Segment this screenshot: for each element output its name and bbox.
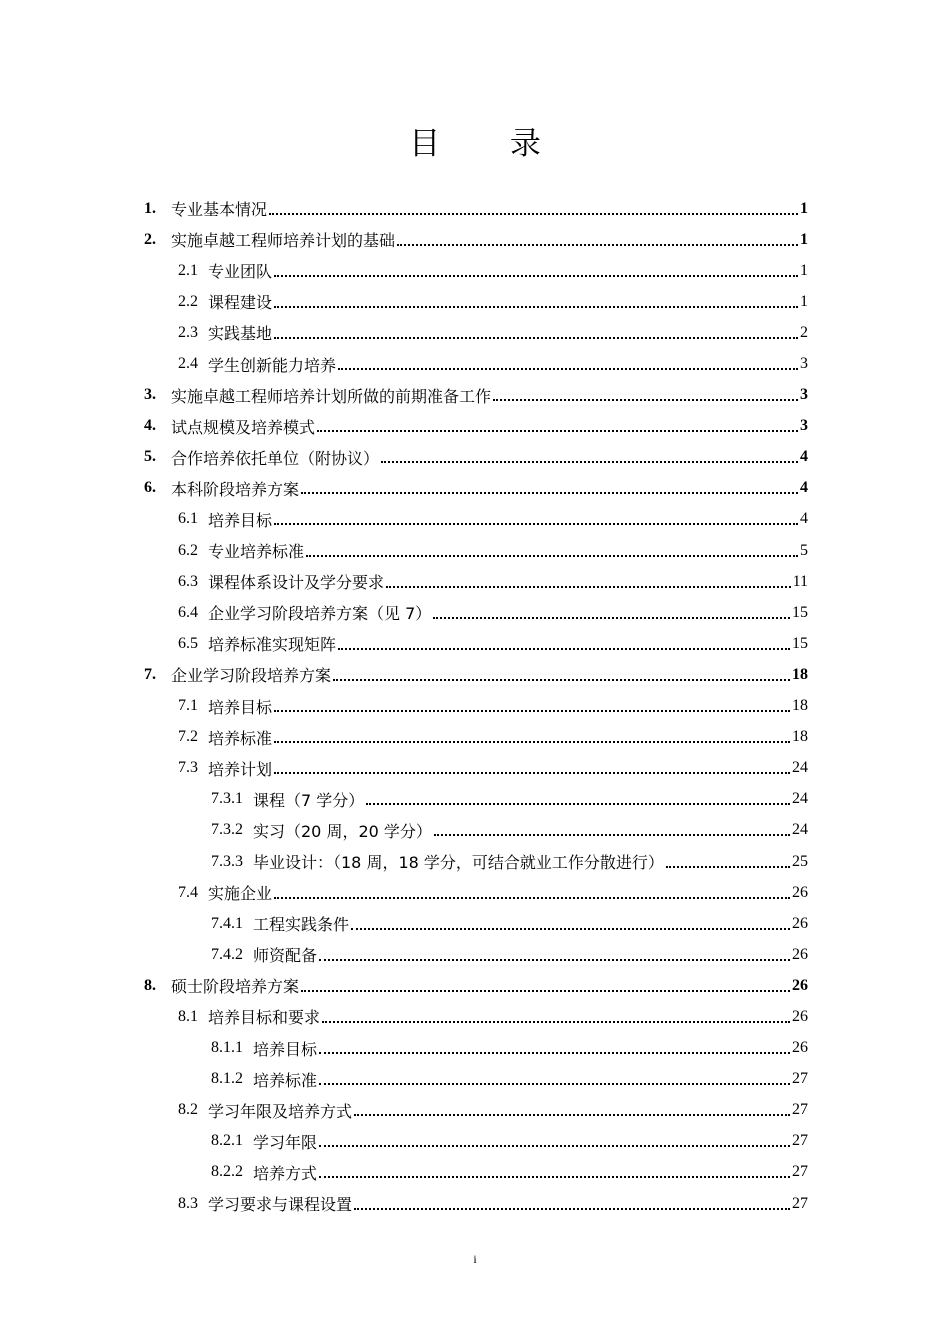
toc-entry-title: 培养目标 — [208, 510, 273, 530]
toc-dot-leader — [354, 1114, 790, 1116]
toc-dot-leader — [319, 1083, 790, 1085]
toc-entry-number: 8.2.2 — [211, 1163, 243, 1181]
toc-entry-number: 8.2.1 — [211, 1132, 243, 1150]
toc-entry-number: 2.2 — [178, 292, 198, 310]
toc-entry-title: 培养目标和要求 — [208, 1008, 321, 1028]
toc-dot-leader — [333, 679, 790, 681]
toc-entry-number: 8.1 — [178, 1007, 198, 1025]
toc-entry-page: 24 — [792, 759, 808, 777]
toc-entry-page: 4 — [800, 448, 808, 466]
toc-entry[interactable] — [144, 939, 808, 970]
toc-entry-page: 5 — [800, 541, 808, 559]
toc-entry-title: 专业团队 — [208, 262, 273, 282]
toc-dot-leader — [354, 1208, 790, 1210]
toc-entry[interactable] — [144, 722, 808, 753]
toc-entry[interactable] — [144, 473, 808, 504]
toc-entry-number: 7.4 — [178, 883, 198, 901]
toc-entry-title: 师资配备 — [253, 946, 318, 966]
toc-entry-title: 培养计划 — [208, 759, 273, 779]
toc-entry-number: 8.3 — [178, 1194, 198, 1212]
toc-entry-page: 3 — [800, 386, 808, 404]
toc-entry-page: 27 — [792, 1194, 808, 1212]
toc-entry-number: 6.5 — [178, 634, 198, 652]
toc-entry-page: 4 — [800, 479, 808, 497]
toc-dot-leader — [274, 897, 790, 899]
toc-entry[interactable] — [144, 286, 808, 317]
toc-entry[interactable] — [144, 1095, 808, 1126]
toc-entry-page: 26 — [792, 1007, 808, 1025]
toc-dot-leader — [434, 834, 790, 836]
toc-entry-title: 合作培养依托单位（附协议） — [171, 448, 380, 468]
toc-entry-number: 6. — [144, 479, 156, 497]
toc-entry-title: 培养标准 — [208, 728, 273, 748]
toc-entry-title: 培养标准实现矩阵 — [208, 635, 337, 655]
toc-entry-title: 课程建设 — [208, 293, 273, 313]
toc-entry-page: 18 — [792, 697, 808, 715]
toc-entry[interactable] — [144, 1001, 808, 1032]
toc-entry-page: 1 — [800, 199, 808, 217]
toc-entry[interactable] — [144, 1157, 808, 1188]
toc-entry[interactable] — [144, 504, 808, 535]
toc-entry[interactable] — [144, 970, 808, 1001]
toc-dot-leader — [274, 337, 798, 339]
toc-entry-number: 8.1.2 — [211, 1070, 243, 1088]
page-number: i — [473, 1252, 477, 1266]
toc-dot-leader — [319, 1052, 790, 1054]
toc-entry-page: 2 — [800, 323, 808, 341]
toc-entry-title: 学习年限及培养方式 — [208, 1101, 353, 1121]
toc-entry[interactable] — [144, 628, 808, 659]
toc-entry-title: 学生创新能力培养 — [208, 355, 337, 375]
toc-dot-leader — [274, 275, 798, 277]
toc-dot-leader — [397, 244, 798, 246]
toc-entry[interactable] — [144, 659, 808, 690]
toc-entry-number: 7. — [144, 665, 156, 683]
toc-entry-number: 5. — [144, 448, 156, 466]
toc-entry[interactable] — [144, 1188, 808, 1219]
toc-entry-title: 实施卓越工程师培养计划所做的前期准备工作 — [171, 386, 492, 406]
toc-dot-leader — [317, 430, 798, 432]
toc-entry-page: 25 — [792, 852, 808, 870]
toc-entry-page: 18 — [792, 728, 808, 746]
toc-dot-leader — [301, 990, 790, 992]
toc-entry-number: 6.2 — [178, 541, 198, 559]
toc-entry-title: 学习要求与课程设置 — [208, 1195, 353, 1215]
toc-dot-leader — [306, 555, 798, 557]
toc-entry-title: 实习（20 周，20 学分） — [253, 821, 432, 841]
toc-dot-leader — [274, 741, 790, 743]
toc-entry[interactable] — [144, 535, 808, 566]
toc-dot-leader — [433, 617, 790, 619]
toc-dot-leader — [301, 492, 798, 494]
toc-entry[interactable] — [144, 193, 808, 224]
toc-entry-number: 7.3.3 — [211, 852, 243, 870]
toc-entry-title: 培养方式 — [253, 1163, 318, 1183]
toc-entry-page: 1 — [800, 230, 808, 248]
toc-entry[interactable] — [144, 784, 808, 815]
toc-dot-leader — [338, 648, 790, 650]
toc-entry[interactable] — [144, 597, 808, 628]
toc-entry-number: 8.1.1 — [211, 1039, 243, 1057]
toc-entry[interactable] — [144, 691, 808, 722]
table-of-contents — [144, 193, 808, 1219]
toc-entry[interactable] — [144, 753, 808, 784]
toc-entry[interactable] — [144, 255, 808, 286]
toc-entry-number: 7.4.2 — [211, 945, 243, 963]
toc-entry[interactable] — [144, 846, 808, 877]
toc-entry-page: 11 — [792, 572, 808, 590]
toc-dot-leader — [274, 772, 790, 774]
toc-entry-page: 15 — [792, 634, 808, 652]
toc-entry-page: 26 — [792, 883, 808, 901]
toc-entry[interactable] — [144, 317, 808, 348]
toc-entry-number: 8. — [144, 976, 156, 994]
toc-entry-title: 专业基本情况 — [171, 200, 268, 220]
toc-entry-page: 26 — [792, 945, 808, 963]
toc-entry-number: 2.4 — [178, 355, 198, 373]
toc-entry-title: 培养目标 — [253, 1039, 318, 1059]
toc-entry[interactable] — [144, 815, 808, 846]
toc-entry-title: 学习年限 — [253, 1132, 318, 1152]
toc-entry-page: 26 — [792, 1039, 808, 1057]
toc-entry-number: 2.1 — [178, 261, 198, 279]
toc-entry[interactable] — [144, 1126, 808, 1157]
toc-dot-leader — [319, 1145, 790, 1147]
toc-entry[interactable] — [144, 380, 808, 411]
toc-dot-leader — [338, 368, 798, 370]
toc-entry-number: 7.3 — [178, 759, 198, 777]
toc-entry-number: 3. — [144, 386, 156, 404]
toc-entry-number: 7.1 — [178, 697, 198, 715]
toc-entry-page: 24 — [792, 790, 808, 808]
toc-entry-number: 6.3 — [178, 572, 198, 590]
page-title: 目 录 — [409, 126, 571, 162]
toc-entry-title: 课程（7 学分） — [253, 790, 365, 810]
toc-entry-title: 硕士阶段培养方案 — [171, 977, 300, 997]
toc-dot-leader — [274, 710, 790, 712]
toc-dot-leader — [274, 523, 798, 525]
toc-entry-page: 18 — [792, 665, 808, 683]
toc-entry-page: 1 — [800, 261, 808, 279]
toc-entry-page: 24 — [792, 821, 808, 839]
toc-entry-title: 课程体系设计及学分要求 — [208, 573, 385, 593]
toc-dot-leader — [274, 306, 798, 308]
toc-entry-number: 7.2 — [178, 728, 198, 746]
toc-entry-title: 培养标准 — [253, 1070, 318, 1090]
toc-entry[interactable] — [144, 224, 808, 255]
toc-entry-number: 6.4 — [178, 603, 198, 621]
toc-entry-page: 4 — [800, 510, 808, 528]
toc-entry-number: 7.4.1 — [211, 914, 243, 932]
toc-dot-leader — [322, 1021, 790, 1023]
toc-entry-page: 26 — [792, 976, 808, 994]
toc-dot-leader — [386, 586, 791, 588]
toc-entry-title: 培养目标 — [208, 697, 273, 717]
toc-entry-page: 1 — [800, 292, 808, 310]
toc-dot-leader — [319, 959, 790, 961]
toc-dot-leader — [319, 1176, 790, 1178]
toc-dot-leader — [381, 461, 798, 463]
toc-entry-number: 6.1 — [178, 510, 198, 528]
toc-dot-leader — [351, 928, 790, 930]
toc-entry-number: 7.3.2 — [211, 821, 243, 839]
toc-entry-number: 8.2 — [178, 1101, 198, 1119]
toc-entry-number: 2.3 — [178, 323, 198, 341]
toc-entry-page: 27 — [792, 1132, 808, 1150]
toc-entry-title: 本科阶段培养方案 — [171, 479, 300, 499]
toc-entry-title: 企业学习阶段培养方案（见 7） — [208, 604, 432, 624]
toc-entry-page: 27 — [792, 1163, 808, 1181]
toc-entry-number: 1. — [144, 199, 156, 217]
toc-entry-page: 15 — [792, 603, 808, 621]
toc-entry-page: 3 — [800, 417, 808, 435]
toc-dot-leader — [366, 803, 790, 805]
toc-entry-title: 毕业设计：（18 周，18 学分，可结合就业工作分散进行） — [253, 853, 664, 873]
toc-entry-title: 专业培养标准 — [208, 542, 305, 562]
toc-entry[interactable] — [144, 1033, 808, 1064]
toc-dot-leader — [666, 866, 790, 868]
toc-entry-title: 工程实践条件 — [253, 915, 350, 935]
toc-entry-title: 实施卓越工程师培养计划的基础 — [171, 231, 396, 251]
toc-entry-number: 4. — [144, 417, 156, 435]
toc-entry[interactable] — [144, 411, 808, 442]
toc-entry[interactable] — [144, 566, 808, 597]
toc-entry-title: 实施企业 — [208, 884, 273, 904]
toc-dot-leader — [493, 399, 798, 401]
toc-entry-page: 3 — [800, 355, 808, 373]
toc-entry[interactable] — [144, 877, 808, 908]
toc-entry[interactable] — [144, 442, 808, 473]
toc-entry-page: 27 — [792, 1070, 808, 1088]
toc-entry-number: 7.3.1 — [211, 790, 243, 808]
toc-entry-title: 试点规模及培养模式 — [171, 417, 316, 437]
toc-entry-page: 26 — [792, 914, 808, 932]
toc-dot-leader — [269, 213, 798, 215]
toc-entry-page: 27 — [792, 1101, 808, 1119]
toc-entry-title: 实践基地 — [208, 324, 273, 344]
toc-entry[interactable] — [144, 348, 808, 379]
toc-entry[interactable] — [144, 908, 808, 939]
toc-entry-title: 企业学习阶段培养方案 — [171, 666, 332, 686]
toc-entry[interactable] — [144, 1064, 808, 1095]
toc-entry-number: 2. — [144, 230, 156, 248]
